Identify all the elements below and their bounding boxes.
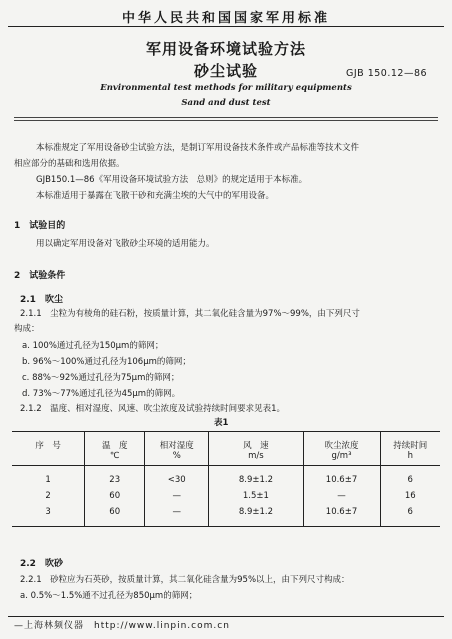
table-cell: 8.9±1.2 bbox=[209, 466, 303, 489]
test-conditions-table bbox=[12, 431, 440, 527]
english-title: Environmental test methods for military equipments bbox=[100, 83, 352, 93]
document-subtitle: 砂尘试验 bbox=[193, 62, 258, 80]
table-header-unit: ℃ bbox=[85, 451, 145, 466]
intro-paragraph-1-cont: 相应部分的基础和选用依据。 bbox=[14, 159, 125, 169]
footer-rule bbox=[8, 616, 444, 617]
table-header-cell: 相对湿度 bbox=[145, 432, 209, 452]
table-header-cell: 序 号 bbox=[35, 441, 61, 451]
table-cell: 23 bbox=[85, 466, 145, 489]
english-subtitle: Sand and dust test bbox=[181, 98, 271, 108]
table-cell: 16 bbox=[380, 488, 440, 504]
table-cell: 60 bbox=[85, 504, 145, 527]
clause-2-1-1-cont: 构成： bbox=[14, 324, 40, 334]
clause-2-2-1: 2.2.1 砂粒应为石英砂，按质量计算，其二氧化硅含量为95%以上，由下列尺寸构成： bbox=[20, 575, 350, 585]
table-cell: — bbox=[303, 488, 380, 504]
intro-paragraph-3: 本标准适用于暴露在飞散干砂和充满尘埃的大气中的军用设备。 bbox=[36, 191, 275, 201]
table-header-cell: 吹尘浓度 bbox=[303, 432, 380, 452]
clause-2-1-1: 2.1.1 尘粒为有棱角的硅石粉，按质量计算，其二氧化硅含量为97%～99%，由下列尺寸 bbox=[20, 309, 360, 319]
table-cell: — bbox=[145, 504, 209, 527]
section-2-2-heading: 2.2 吹砂 bbox=[20, 559, 63, 569]
section-1-text: 用以确定军用设备对飞散砂尘环境的适用能力。 bbox=[36, 239, 215, 249]
table-header-unit: % bbox=[145, 451, 209, 466]
table-cell: 10.6±7 bbox=[303, 504, 380, 527]
table-cell: 8.9±1.2 bbox=[209, 504, 303, 527]
clause-2-1-2: 2.1.2 温度、相对湿度、风速、吹尘浓度及试验持续时间要求见表1。 bbox=[20, 404, 286, 414]
table-cell: 1 bbox=[45, 475, 51, 485]
table-cell: — bbox=[145, 488, 209, 504]
list-item: a. 100%通过孔径为150μm的筛网； bbox=[22, 341, 164, 351]
intro-paragraph-2: GJB150.1—86《军用设备环境试验方法 总则》的规定适用于本标准。 bbox=[36, 175, 308, 185]
standard-code: GJB 150.12—86 bbox=[346, 68, 428, 79]
table-row bbox=[12, 504, 440, 527]
table-header-cell: 温 度 bbox=[85, 432, 145, 452]
table-cell: 1.5±1 bbox=[209, 488, 303, 504]
table-header-cell: 持续时间 bbox=[380, 432, 440, 452]
standard-header: 中华人民共和国国家军用标准 bbox=[121, 11, 330, 26]
table-cell: 10.6±7 bbox=[303, 466, 380, 489]
intro-paragraph-1: 本标准规定了军用设备砂尘试验方法，是制订军用设备技术条件或产品标准等技术文件 bbox=[36, 143, 360, 153]
header-rule bbox=[8, 26, 444, 27]
list-item: d. 73%～77%通过孔径为45μm的筛网。 bbox=[22, 389, 181, 399]
table-cell: 6 bbox=[380, 466, 440, 489]
table-cell: 60 bbox=[85, 488, 145, 504]
table-header-unit bbox=[12, 451, 85, 466]
section-1-heading: 1 试验目的 bbox=[14, 221, 66, 231]
table-header-unit: g/m³ bbox=[303, 451, 380, 466]
table-cell: 6 bbox=[380, 504, 440, 527]
table-cell: 2 bbox=[45, 491, 51, 501]
title-rule bbox=[14, 117, 438, 118]
footer-source: —上海林频仪器 http://www.linpin.com.cn bbox=[14, 621, 230, 631]
table-row bbox=[12, 488, 440, 504]
list-item: a. 0.5%～1.5%通不过孔径为850μm的筛网； bbox=[20, 591, 198, 601]
section-2-1-heading: 2.1 吹尘 bbox=[20, 295, 63, 305]
table-caption: 表1 bbox=[214, 418, 229, 428]
title-rule-double bbox=[14, 120, 438, 121]
document-title: 军用设备环境试验方法 bbox=[145, 40, 306, 58]
table-header-unit: h bbox=[380, 451, 440, 466]
table-header-unit: m/s bbox=[209, 451, 303, 466]
table-row bbox=[12, 466, 440, 489]
list-item: b. 96%～100%通过孔径为106μm的筛网； bbox=[22, 357, 191, 367]
table-cell: 3 bbox=[45, 507, 51, 517]
section-2-heading: 2 试验条件 bbox=[14, 271, 66, 281]
table-cell: <30 bbox=[145, 466, 209, 489]
list-item: c. 88%～92%通过孔径为75μm的筛网； bbox=[22, 373, 180, 383]
table-header-cell: 风 速 bbox=[209, 432, 303, 452]
